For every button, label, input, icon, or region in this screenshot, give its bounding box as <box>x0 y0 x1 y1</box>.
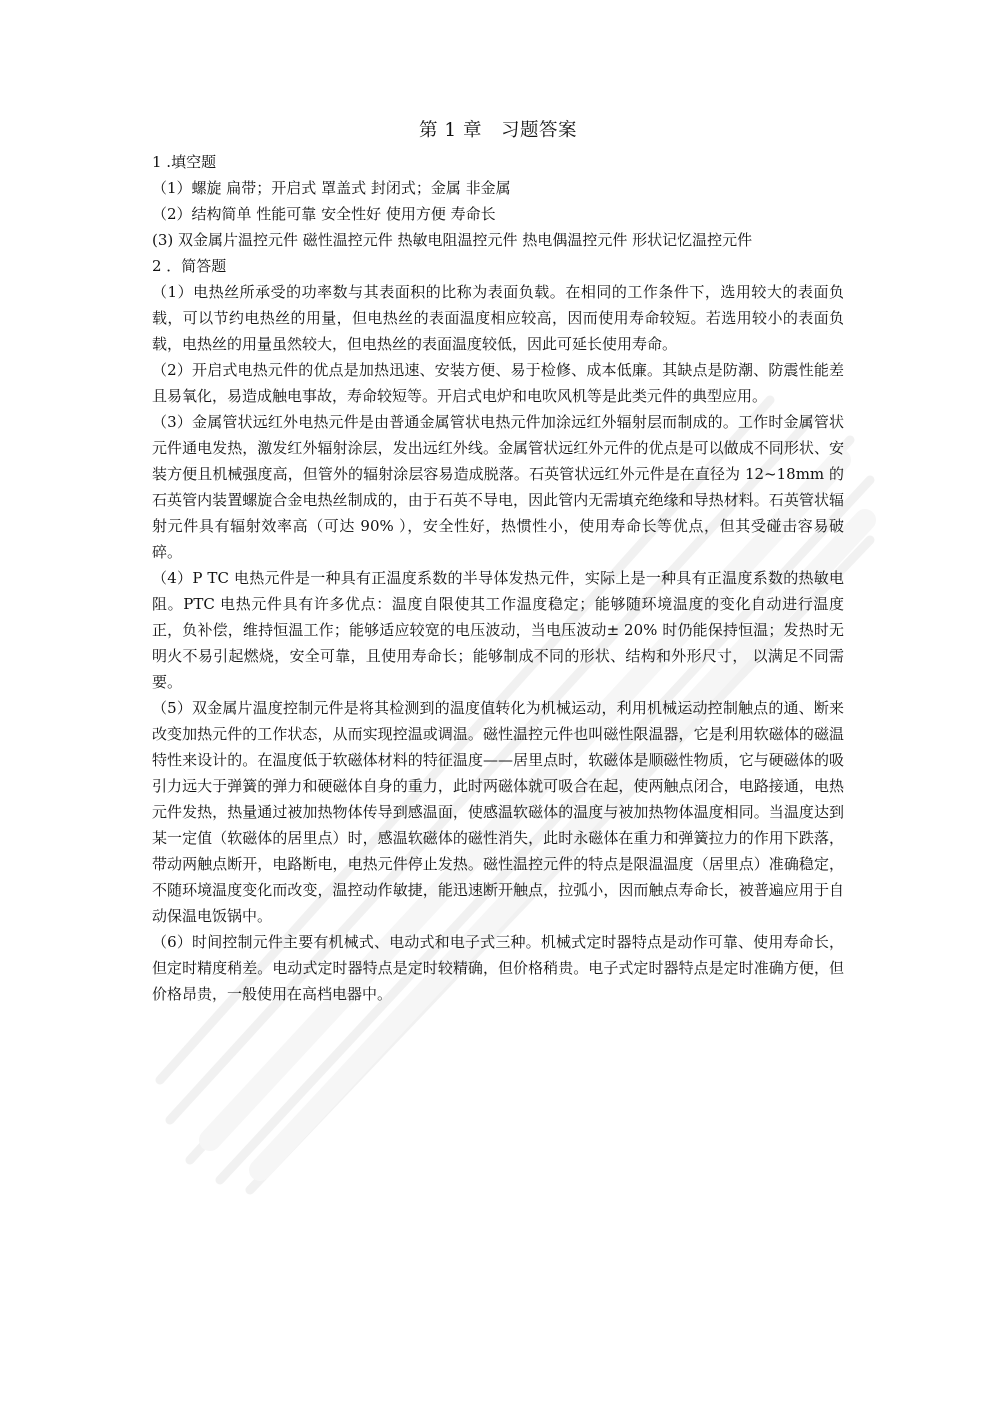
short-answer-2: （2）开启式电热元件的优点是加热迅速、安装方便、易于检修、成本低廉。其缺点是防潮、防震性能差且易氧化，易造成触电事故，寿命较短等。开启式电炉和电吹风机等是此类元件的典型应用。 <box>152 361 844 405</box>
short-answer-4: （4）P TC 电热元件是一种具有正温度系数的半导体发热元件，实际上是一种具有正温度系数的热敏电阻。PTC 电热元件具有许多优点：温度自限使其工作温度稳定；能够随环境温度的变化自动进行温度正，负补偿，维持恒温工作；能够适应较宽的电压波动，当电压波动± 20% 时仍能保持恒温；发热时无明火不易引起燃烧，安全可靠，且使用寿命长；能够制成不同的形状、结构和外形尺寸， 以满足不同需要。 <box>152 569 844 691</box>
section-heading-short-answer: 2 ．简答题 <box>152 257 227 275</box>
fill-in-answer-3: (3) 双金属片温控元件 磁性温控元件 热敏电阻温控元件 热电偶温控元件 形状记忆温控元件 <box>152 231 753 249</box>
short-answer-6: （6）时间控制元件主要有机械式、电动式和电子式三种。机械式定时器特点是动作可靠、使用寿命长，但定时精度稍差。电动式定时器特点是定时较精确，但价格稍贵。电子式定时器特点是定时准确方便，但价格昂贵，一般使用在高档电器中。 <box>152 933 844 1003</box>
short-answer-1: （1）电热丝所承受的功率数与其表面积的比称为表面负载。在相同的工作条件下，选用较大的表面负载，可以节约电热丝的用量，但电热丝的表面温度相应较高，因而使用寿命较短。若选用较小的表面负载，电热丝的用量虽然较大，但电热丝的表面温度较低，因此可延长使用寿命。 <box>152 283 844 353</box>
fill-in-answer-2: （2）结构简单 性能可靠 安全性好 使用方便 寿命长 <box>152 205 496 223</box>
short-answer-5: （5）双金属片温度控制元件是将其检测到的温度值转化为机械运动，利用机械运动控制触点的通、断来改变加热元件的工作状态，从而实现控温或调温。磁性温控元件也叫磁性限温器，它是利用软磁体的磁温特性来设计的。在温度低于软磁体材料的特征温度——居里点时，软磁体是顺磁性物质，它与硬磁体的吸引力远大于弹簧的弹力和硬磁体自身的重力，此时两磁体就可吸合在起，使两触点闭合，电路接通，电热元件发热，热量通过被加热物体传导到感温面，使感温软磁体的温度与被加热物体温度相同。当温度达到某一定值（软磁体的居里点）时，感温软磁体的磁性消失，此时永磁体在重力和弹簧拉力的作用下跌落，带动两触点断开，电路断电，电热元件停止发热。磁性温控元件的特点是限温温度（居里点）准确稳定，不随环境温度变化而改变，温控动作敏捷，能迅速断开触点，拉弧小，因而触点寿命长，被普遍应用于自动保温电饭锅中。 <box>152 699 844 925</box>
section-heading-fill-in: 1 .填空题 <box>152 153 217 171</box>
short-answer-3: （3）金属管状远红外电热元件是由普通金属管状电热元件加涂远红外辐射层而制成的。工作时金属管状元件通电发热，激发红外辐射涂层，发出远红外线。金属管状远红外元件的优点是可以做成不同形状、安装方便且机械强度高，但管外的辐射涂层容易造成脱落。石英管状远红外元件是在直径为 12~18mm 的石英管内装置螺旋合金电热丝制成的，由于石英不导电，因此管内无需填充绝缘和导热材料。石英管状辐射元件具有辐射效率高（可达 90% ），安全性好，热惯性小，使用寿命长等优点，但其受碰击容易破碎。 <box>152 413 844 561</box>
page-title: 第 1 章 习题答案 <box>418 120 578 141</box>
fill-in-answer-1: （1）螺旋 扁带；开启式 罩盖式 封闭式；金属 非金属 <box>152 179 511 197</box>
document-body <box>152 118 844 1007</box>
